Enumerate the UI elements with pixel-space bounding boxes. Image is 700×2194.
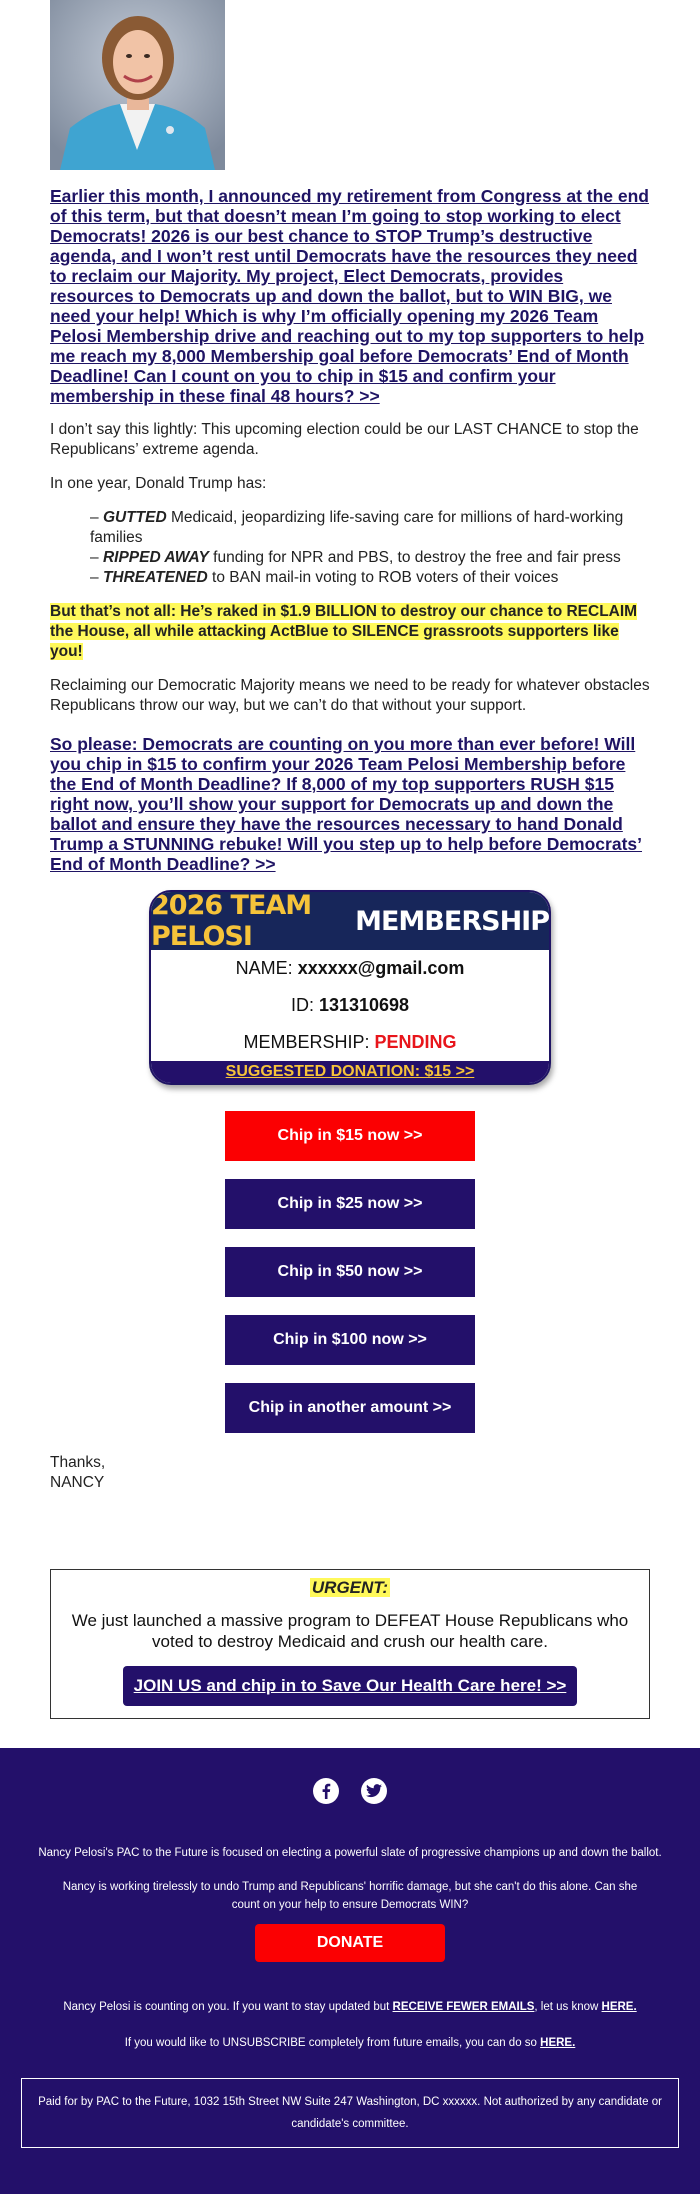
chip-100-button[interactable]: Chip in $100 now >>	[225, 1315, 475, 1365]
footer-line-2: Nancy is working tirelessly to undo Trump and Republicans' horrific damage, but she can't do this alone. Can she count on your help to ensure Democrats WIN?	[62, 1881, 638, 1911]
membership-card-title: 2026 TEAM PELOSI MEMBERSHIP	[151, 890, 549, 952]
urgent-box	[50, 1569, 650, 1719]
bullet-item: – THREATENED to BAN mail-in voting to ROB voters of their voices	[90, 569, 559, 586]
paragraph-reclaiming: Reclaiming our Democratic Majority means we need to be ready for whatever obstacles Republicans throw our way, but we can’t do that without your support.	[50, 677, 650, 714]
intro-link[interactable]: Earlier this month, I announced my retirement from Congress at the end of this term, but that doesn’t mean I’m going to stop working to elect Democrats! 2026 is our best chance to STOP Trump’s destructive agenda, and I won’t rest until Democrats have the resources they need to reclaim our Majority. My project, Elect Democrats, provides resources to Democrats up and down the ballot, but to WIN BIG, we need your help! Which is why I’m officially opening my 2026 Team Pelosi Membership drive and reaching out to my top supporters to help me reach my 8,000 Membership goal before Democrats’ End of Month Deadline! Can I count on you to chip in $15 and confirm your membership in these final 48 hours? >>	[50, 186, 649, 406]
chip-other-button[interactable]: Chip in another amount >>	[225, 1383, 475, 1433]
card-id-row: ID: 131310698	[290, 995, 410, 1015]
chip-25-button[interactable]: Chip in $25 now >>	[225, 1179, 475, 1229]
highlighted-paragraph: But that’s not all: He’s raked in $1.9 BILLION to destroy our chance to RECLAIM the House, all while attacking ActBlue to SILENCE grassroots supporters like you!	[50, 603, 638, 660]
chip-buttons	[50, 1111, 650, 1451]
paid-for-disclaimer: Paid for by PAC to the Future, 1032 15th Street NW Suite 247 Washington, DC xxxxxx. Not authorized by any candidate or candidate's committee.	[21, 2078, 679, 2148]
bullet-list	[50, 508, 650, 588]
bullet-item: – RIPPED AWAY funding for NPR and PBS, to destroy the free and fair press	[90, 549, 621, 566]
suggested-donation-link[interactable]: SUGGESTED DONATION: $15 >>	[151, 1061, 549, 1083]
portrait-image	[50, 0, 225, 170]
twitter-icon[interactable]	[361, 1778, 387, 1804]
social-links	[0, 1748, 700, 1804]
second-link[interactable]: So please: Democrats are counting on you more than ever before! Will you chip in $15 to confirm your 2026 Team Pelosi Membership before the End of Month Deadline? If 8,000 of my top supporters RUSH $15 right now, you’ll show your support for Democrats up and down the ballot and ensure they have the resources necessary to hand Donald Trump a STUNNING rebuke! Will you step up to help before Democrats’ End of Month Deadline? >>	[50, 734, 643, 874]
urgent-text: We just launched a massive program to DEFEAT House Republicans who voted to destroy Medicaid and crush our health care.	[71, 1611, 629, 1651]
chip-50-button[interactable]: Chip in $50 now >>	[225, 1247, 475, 1297]
unsubscribe-line: If you would like to UNSUBSCRIBE completely from future emails, you can do so HERE.	[124, 2037, 576, 2049]
paragraph-last-chance: I don’t say this lightly: This upcoming election could be our LAST CHANCE to stop the Republicans’ extreme agenda.	[50, 421, 639, 458]
chip-15-button[interactable]: Chip in $15 now >>	[225, 1111, 475, 1161]
unsubscribe-here-link[interactable]: HERE.	[540, 2037, 576, 2049]
facebook-icon[interactable]	[313, 1778, 339, 1804]
card-membership-row: MEMBERSHIP: PENDING	[243, 1032, 457, 1052]
urgent-cta-button[interactable]: JOIN US and chip in to Save Our Health Care here! >>	[123, 1666, 578, 1706]
membership-card[interactable]	[149, 890, 551, 1085]
receive-fewer-emails-link[interactable]: RECEIVE FEWER EMAILS	[392, 2001, 535, 2013]
signoff: Thanks, NANCY	[50, 1454, 106, 1491]
fewer-emails-line: Nancy Pelosi is counting on you. If you want to stay updated but RECEIVE FEWER EMAILS, let us know HERE.	[63, 2001, 637, 2013]
footer	[0, 1748, 700, 2194]
footer-line-1: Nancy Pelosi's PAC to the Future is focused on electing a powerful slate of progressive champions up and down the ballot.	[38, 1847, 662, 1859]
bullet-item: – GUTTED Medicaid, jeopardizing life-saving care for millions of hard-working families	[90, 509, 624, 546]
urgent-title: URGENT:	[311, 1578, 389, 1597]
fewer-emails-here-link[interactable]: HERE.	[601, 2001, 637, 2013]
donate-button[interactable]: DONATE	[255, 1924, 445, 1962]
paragraph-one-year: In one year, Donald Trump has:	[50, 475, 267, 492]
card-name-row: NAME: xxxxxx@gmail.com	[235, 958, 465, 978]
